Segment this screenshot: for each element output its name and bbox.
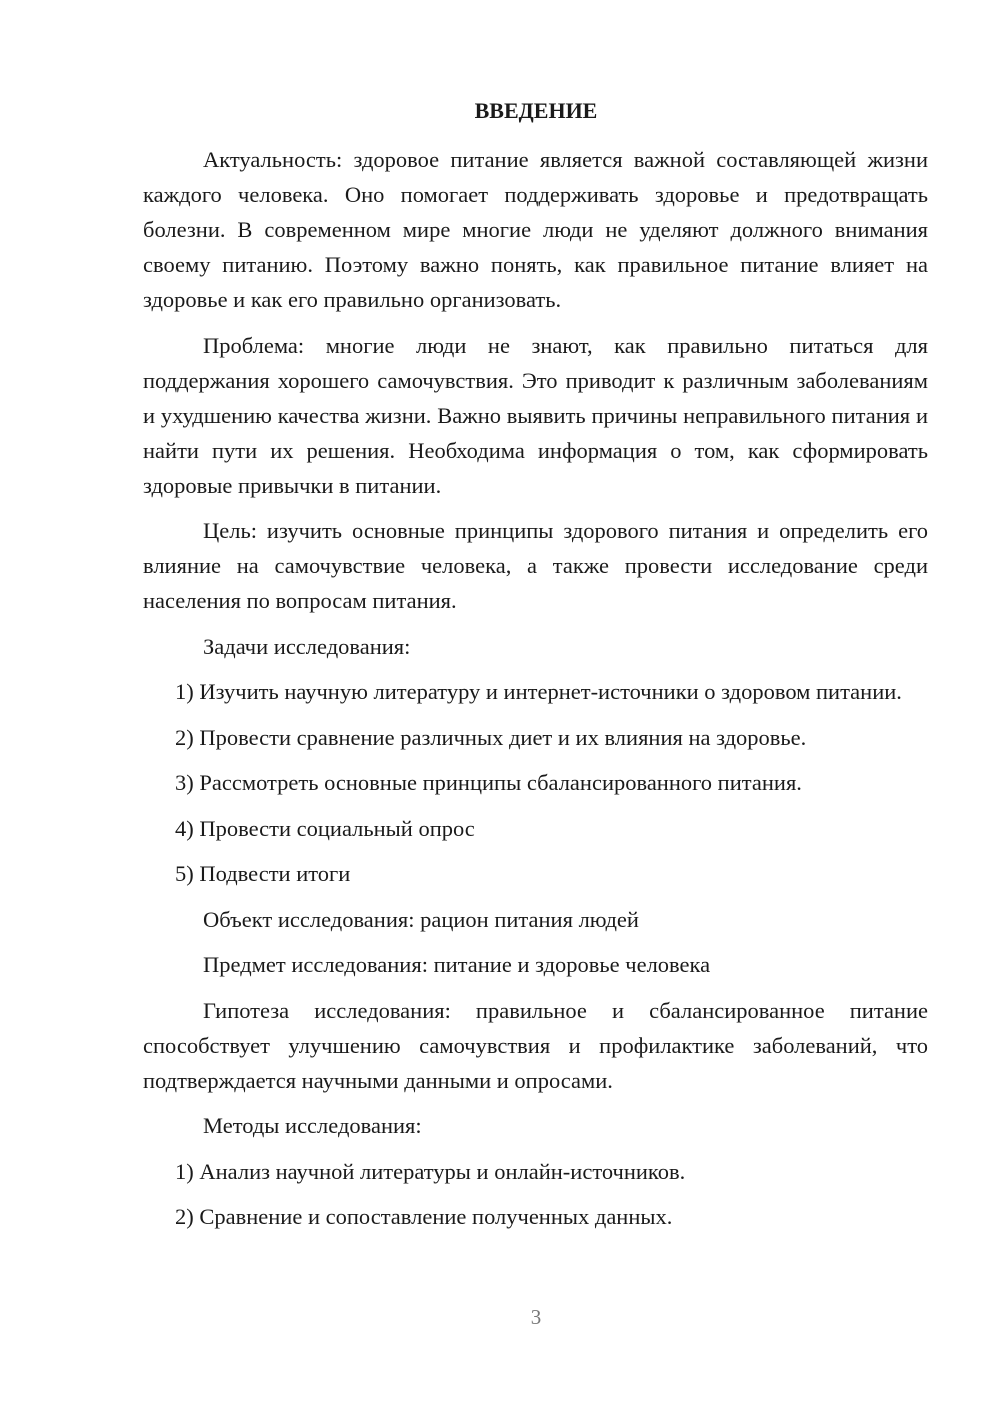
paragraph-goal: Цель: изучить основные принципы здорового питания и определить его влияние на самочувствие человека, а также провести исследование среди населения по вопросам питания. — [143, 518, 928, 613]
section-title: ВВЕДЕНИЕ — [474, 98, 598, 123]
page-number: 3 — [530, 1305, 542, 1329]
task-item: 3) Рассмотреть основные принципы сбалансированного питания. — [175, 770, 802, 795]
paragraph-relevance: Актуальность: здоровое питание является важной составляющей жизни каждого человека. Оно помогает поддерживать здоровье и предотвращать болезни. В современном мире многие люди не уделяют должного внимания своему питанию. Поэтому важно понять, как правильное питание влияет на здоровье и как его правильно организовать. — [143, 147, 928, 312]
method-item: 1) Анализ научной литературы и онлайн-источников. — [175, 1158, 686, 1184]
research-subject: Предмет исследования: питание и здоровье человека — [203, 952, 711, 977]
task-item: 4) Провести социальный опрос — [175, 815, 475, 841]
task-item: 5) Подвести итоги — [175, 861, 351, 886]
document-body — [143, 142, 928, 1245]
task-item: 1) Изучить научную литературу и интернет-источники о здоровом питании. — [175, 679, 902, 704]
paragraph-problem: Проблема: многие люди не знают, как правильно питаться для поддержания хорошего самочувствия. Это приводит к различным заболеваниям и ухудшению качества жизни. Важно выявить причины неправильного питания и найти пути их решения. Необходима информация о том, как сформировать здоровые привычки в питании. — [143, 332, 928, 498]
tasks-heading: Задачи исследования: — [203, 633, 411, 659]
methods-heading: Методы исследования: — [203, 1113, 422, 1138]
method-item: 2) Сравнение и сопоставление полученных данных. — [175, 1204, 673, 1229]
research-hypothesis: Гипотеза исследования: правильное и сбалансированное питание способствует улучшению самочувствия и профилактике заболеваний, что подтверждается научными данными и опросами. — [143, 997, 928, 1093]
research-object: Объект исследования: рацион питания людей — [203, 906, 639, 932]
task-item: 2) Провести сравнение различных диет и их влияния на здоровье. — [175, 724, 807, 750]
